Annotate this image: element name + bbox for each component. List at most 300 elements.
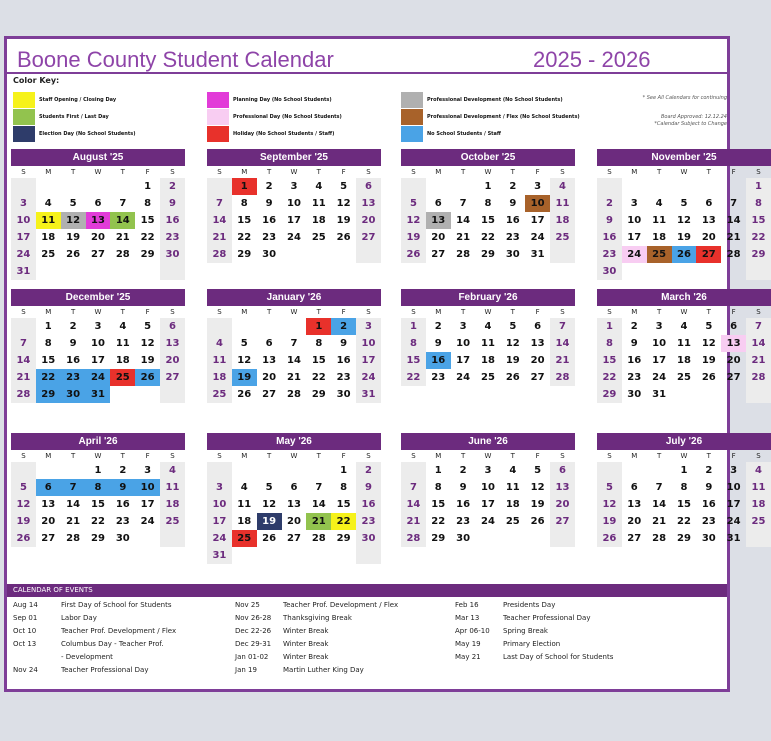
empty-day-cell [232,462,257,479]
day-cell: 31 [207,547,232,564]
day-cell: 28 [746,369,771,386]
day-cell: 30 [262,249,277,260]
weekday-label: W [290,452,298,460]
weekday-label: M [241,308,248,316]
day-cell: 27 [431,249,446,260]
weekday-label: M [241,452,248,460]
day-cell: 26 [401,246,426,263]
event-row [235,666,364,674]
day-cell: 5 [144,321,152,332]
day-cell: 27 [286,533,301,544]
day-cell: 20 [627,516,642,527]
weekday-label: T [266,452,272,460]
day-cell: 29 [140,249,155,260]
event-row [13,640,164,648]
day-cell: 12 [11,496,36,513]
weekday-label: F [731,168,736,176]
day-cell: 3 [94,321,102,332]
day-cell: 6 [356,178,381,195]
event-row [235,601,398,609]
empty-day-cell [257,547,282,564]
event-row [235,640,328,648]
school-year: 2025 - 2026 [533,47,651,72]
day-cell: 23 [505,232,520,243]
day-cell: 25 [746,513,771,530]
day-cell: 24 [652,372,667,383]
day-cell: 11 [237,499,252,510]
day-cell: 22 [90,516,105,527]
event-row [455,640,560,648]
day-cell: 1 [306,318,331,335]
event-description: Presidents Day [503,601,556,609]
weekday-label: S [217,308,222,316]
day-cell: 2 [331,318,356,335]
day-cell: 4 [550,178,575,195]
day-cell: 31 [356,386,381,403]
day-cell: 19 [140,355,155,366]
day-cell: 18 [41,232,56,243]
event-row [455,627,548,635]
empty-day-cell [672,263,697,280]
day-cell: 11 [505,482,520,493]
weekday-header [401,306,575,318]
day-cell: 25 [550,229,575,246]
day-cell: 25 [110,369,135,386]
empty-day-cell [282,246,307,263]
day-cell: 17 [627,232,642,243]
day-cell: 31 [530,249,545,260]
day-cell: 12 [701,338,716,349]
day-cell: 16 [262,215,277,226]
day-cell: 8 [401,335,426,352]
day-cell: 17 [652,355,667,366]
day-cell: 22 [401,369,426,386]
day-cell: 26 [505,372,520,383]
day-cell: 15 [311,355,326,366]
day-cell: 3 [356,318,381,335]
day-cell: 10 [135,479,160,496]
day-cell: 13 [86,212,111,229]
weekday-label: M [631,308,638,316]
day-cell: 11 [676,338,691,349]
day-cell: 1 [746,178,771,195]
day-cell: 6 [290,482,298,493]
empty-day-cell [525,530,550,547]
day-cell: 4 [509,465,517,476]
empty-day-cell [696,178,721,195]
day-cell: 14 [11,352,36,369]
month-calendar [207,433,381,564]
day-cell: 14 [726,215,741,226]
color-swatch [401,92,423,108]
day-cell: 5 [509,321,517,332]
event-description: Last Day of School for Students [503,653,614,661]
day-cell: 20 [90,232,105,243]
event-description: Winter Break [283,653,329,661]
color-swatch [207,109,229,125]
empty-day-cell [110,263,135,280]
day-cell: 21 [306,513,331,530]
empty-day-cell [282,462,307,479]
day-cell: 21 [550,352,575,369]
weekday-label: S [170,168,175,176]
day-cell: 30 [115,533,130,544]
weekday-label: T [460,308,466,316]
weekday-label: F [535,308,540,316]
day-cell: 15 [90,499,105,510]
weekday-label: T [510,168,515,176]
day-cell: 3 [11,195,36,212]
day-cell: 9 [356,479,381,496]
day-cell: 2 [69,321,77,332]
day-cell: 10 [627,215,642,226]
weekday-label: T [656,168,662,176]
empty-day-cell [11,178,36,195]
event-date: Apr 06-10 [455,627,490,635]
color-key-item [207,125,334,142]
day-cell: 5 [340,181,348,192]
event-description: Winter Break [283,640,329,648]
day-cell: 26 [135,369,160,386]
day-cell: 14 [652,499,667,510]
day-cell: 14 [401,496,426,513]
day-cell: 12 [336,198,351,209]
day-cell: 25 [41,249,56,260]
empty-day-cell [451,178,476,195]
day-cell: 12 [401,212,426,229]
empty-day-cell [622,263,647,280]
day-cell: 3 [207,479,232,496]
day-cell: 27 [262,389,277,400]
day-cell: 21 [207,229,232,246]
weekday-label: F [535,168,540,176]
day-cell: 26 [237,389,252,400]
empty-day-cell [11,462,36,479]
empty-day-cell [550,246,575,263]
day-cell: 19 [11,513,36,530]
day-cell: 11 [480,338,495,349]
event-date: Nov 25 [235,601,260,609]
weekday-label: W [484,308,492,316]
day-cell: 13 [286,499,301,510]
weekday-label: W [680,308,688,316]
empty-day-cell [500,530,525,547]
weekday-label: M [435,308,442,316]
color-key-label: No School Students / Staff [427,130,501,137]
month-calendar [597,289,771,403]
day-cell: 19 [505,355,520,366]
color-key-item [13,91,116,108]
day-cell: 13 [356,195,381,212]
day-cell: 17 [11,229,36,246]
day-cell: 26 [597,530,622,547]
day-cell: 7 [207,195,232,212]
event-date: Mar 13 [455,614,480,622]
day-cell: 26 [530,516,545,527]
day-cell: 28 [207,246,232,263]
empty-day-cell [331,246,356,263]
day-cell: 29 [597,386,622,403]
month-title: November '25 [597,149,771,166]
month-calendar [597,149,771,280]
weekday-label: W [290,308,298,316]
weekday-label: T [460,452,466,460]
event-date: Jan 19 [235,666,257,674]
day-cell: 8 [484,198,492,209]
day-cell: 27 [90,249,105,260]
day-cell: 16 [115,499,130,510]
weekday-label: M [45,168,52,176]
day-grid [11,318,185,403]
color-key-label: Professional Day (No School Students) [233,113,342,120]
weekday-label: S [217,452,222,460]
day-cell: 20 [286,516,301,527]
empty-day-cell [622,462,647,479]
day-cell: 23 [597,246,622,263]
day-cell: 6 [434,198,442,209]
day-cell: 15 [401,352,426,369]
day-cell: 22 [480,232,495,243]
weekday-label: S [21,168,26,176]
month-title: July '26 [597,433,771,450]
weekday-label: M [45,452,52,460]
day-cell: 6 [265,338,273,349]
day-cell: 7 [746,318,771,335]
day-cell: 15 [140,215,155,226]
empty-day-cell [61,263,86,280]
day-cell: 21 [11,369,36,386]
color-key-item [401,125,501,142]
day-cell: 2 [459,465,467,476]
day-cell: 8 [44,338,52,349]
month-title: August '25 [11,149,185,166]
day-cell: 1 [340,465,348,476]
day-cell: 7 [459,198,467,209]
day-cell: 19 [336,215,351,226]
day-cell: 14 [746,335,771,352]
event-description: - Development [61,653,113,661]
day-cell: 26 [262,533,277,544]
event-description: Labor Day [61,614,97,622]
weekday-label: S [21,308,26,316]
month-calendar [597,433,771,547]
day-cell: 17 [207,513,232,530]
day-cell: 15 [480,215,495,226]
day-cell: 27 [160,369,185,386]
day-cell: 15 [746,212,771,229]
day-cell: 20 [160,352,185,369]
weekday-label: F [341,452,346,460]
empty-day-cell [721,263,746,280]
weekday-header [11,306,185,318]
empty-day-cell [135,263,160,280]
day-grid [11,462,185,547]
header [13,45,727,73]
day-cell: 4 [655,198,663,209]
month-title: October '25 [401,149,575,166]
day-cell: 11 [115,338,130,349]
day-cell: 10 [456,338,471,349]
month-calendar [207,149,381,263]
day-cell: 9 [459,482,467,493]
day-cell: 22 [431,516,446,527]
day-cell: 11 [160,479,185,496]
day-cell: 2 [705,465,713,476]
empty-day-cell [110,178,135,195]
day-cell: 27 [550,513,575,530]
color-swatch [207,92,229,108]
day-cell: 9 [630,338,638,349]
day-cell: 30 [61,386,86,403]
day-cell: 7 [11,335,36,352]
weekday-label: F [145,308,150,316]
day-cell: 19 [701,355,716,366]
day-cell: 10 [207,496,232,513]
weekday-label: F [731,452,736,460]
day-cell: 18 [550,212,575,229]
day-cell: 26 [672,246,697,263]
weekday-label: T [120,168,125,176]
weekday-label: T [120,308,125,316]
weekday-label: T [70,308,76,316]
weekday-label: T [706,308,711,316]
day-cell: 3 [655,321,663,332]
day-cell: 12 [676,215,691,226]
color-key-item [401,108,580,125]
day-grid [207,318,381,403]
empty-day-cell [647,178,672,195]
weekday-label: M [435,452,442,460]
weekday-label: T [316,452,321,460]
day-cell: 7 [61,479,86,496]
day-cell: 29 [746,246,771,263]
day-cell: 15 [237,215,252,226]
day-cell: 17 [480,499,495,510]
day-cell: 16 [426,352,451,369]
empty-day-cell [550,530,575,547]
day-cell: 24 [86,369,111,386]
day-cell: 29 [431,533,446,544]
empty-day-cell [356,547,381,564]
day-cell: 18 [746,496,771,513]
day-cell: 10 [480,482,495,493]
day-cell: 17 [90,355,105,366]
day-cell: 4 [746,462,771,479]
weekday-label: T [656,308,662,316]
day-cell: 1 [232,178,257,195]
empty-day-cell [86,178,111,195]
day-cell: 16 [627,355,642,366]
day-cell: 8 [680,482,688,493]
day-cell: 11 [652,215,667,226]
weekday-label: S [560,168,565,176]
day-cell: 29 [336,533,351,544]
day-cell: 25 [160,513,185,530]
empty-day-cell [672,386,697,403]
empty-day-cell [746,530,771,547]
day-cell: 21 [286,372,301,383]
event-description: Teacher Professional Day [61,666,149,674]
day-cell: 14 [311,499,326,510]
day-cell: 8 [597,335,622,352]
day-cell: 18 [652,232,667,243]
empty-day-cell [721,386,746,403]
day-cell: 24 [456,372,471,383]
day-cell: 17 [456,355,471,366]
color-key-label: Planning Day (No School Students) [233,96,332,103]
day-cell: 8 [315,338,323,349]
weekday-label: W [484,452,492,460]
day-cell: 13 [262,355,277,366]
day-cell: 20 [262,372,277,383]
empty-day-cell [746,386,771,403]
day-cell: 10 [525,195,550,212]
day-cell: 31 [726,533,741,544]
day-cell: 2 [265,181,273,192]
event-row [13,601,172,609]
day-cell: 8 [240,198,248,209]
day-grid [597,178,771,280]
day-cell: 2 [356,462,381,479]
day-cell: 24 [622,246,647,263]
day-cell: 24 [480,516,495,527]
weekday-label: M [631,168,638,176]
weekday-label: S [21,452,26,460]
color-key-label: Students First / Last Day [39,113,109,120]
day-cell: 31 [652,389,667,400]
weekday-header [11,166,185,178]
day-cell: 27 [356,229,381,246]
weekday-label: S [560,452,565,460]
day-cell: 12 [262,499,277,510]
empty-day-cell [257,462,282,479]
day-cell: 4 [680,321,688,332]
day-cell: 6 [630,482,638,493]
day-cell: 26 [336,232,351,243]
weekday-label: F [341,308,346,316]
weekday-label: F [145,452,150,460]
event-date: Nov 24 [13,666,38,674]
empty-day-cell [232,318,257,335]
event-date: Sep 01 [13,614,38,622]
weekday-label: S [170,452,175,460]
day-cell: 8 [746,195,771,212]
event-row [13,666,149,674]
day-cell: 13 [530,338,545,349]
day-cell: 1 [597,318,622,335]
empty-day-cell [232,547,257,564]
weekday-label: S [756,452,761,460]
day-cell: 18 [237,516,252,527]
day-cell: 15 [336,499,351,510]
day-cell: 22 [331,513,356,530]
day-cell: 18 [207,369,232,386]
day-cell: 9 [110,479,135,496]
day-cell: 19 [530,499,545,510]
day-cell: 23 [456,516,471,527]
day-grid [597,318,771,403]
empty-day-cell [36,263,61,280]
day-cell: 31 [86,386,111,403]
month-calendar [401,289,575,386]
event-description: Teacher Prof. Development / Flex [61,627,177,635]
day-cell: 25 [505,516,520,527]
weekday-label: W [680,452,688,460]
event-row [455,653,613,661]
day-cell: 22 [311,372,326,383]
event-date: Nov 26-28 [235,614,272,622]
day-cell: 27 [696,246,721,263]
